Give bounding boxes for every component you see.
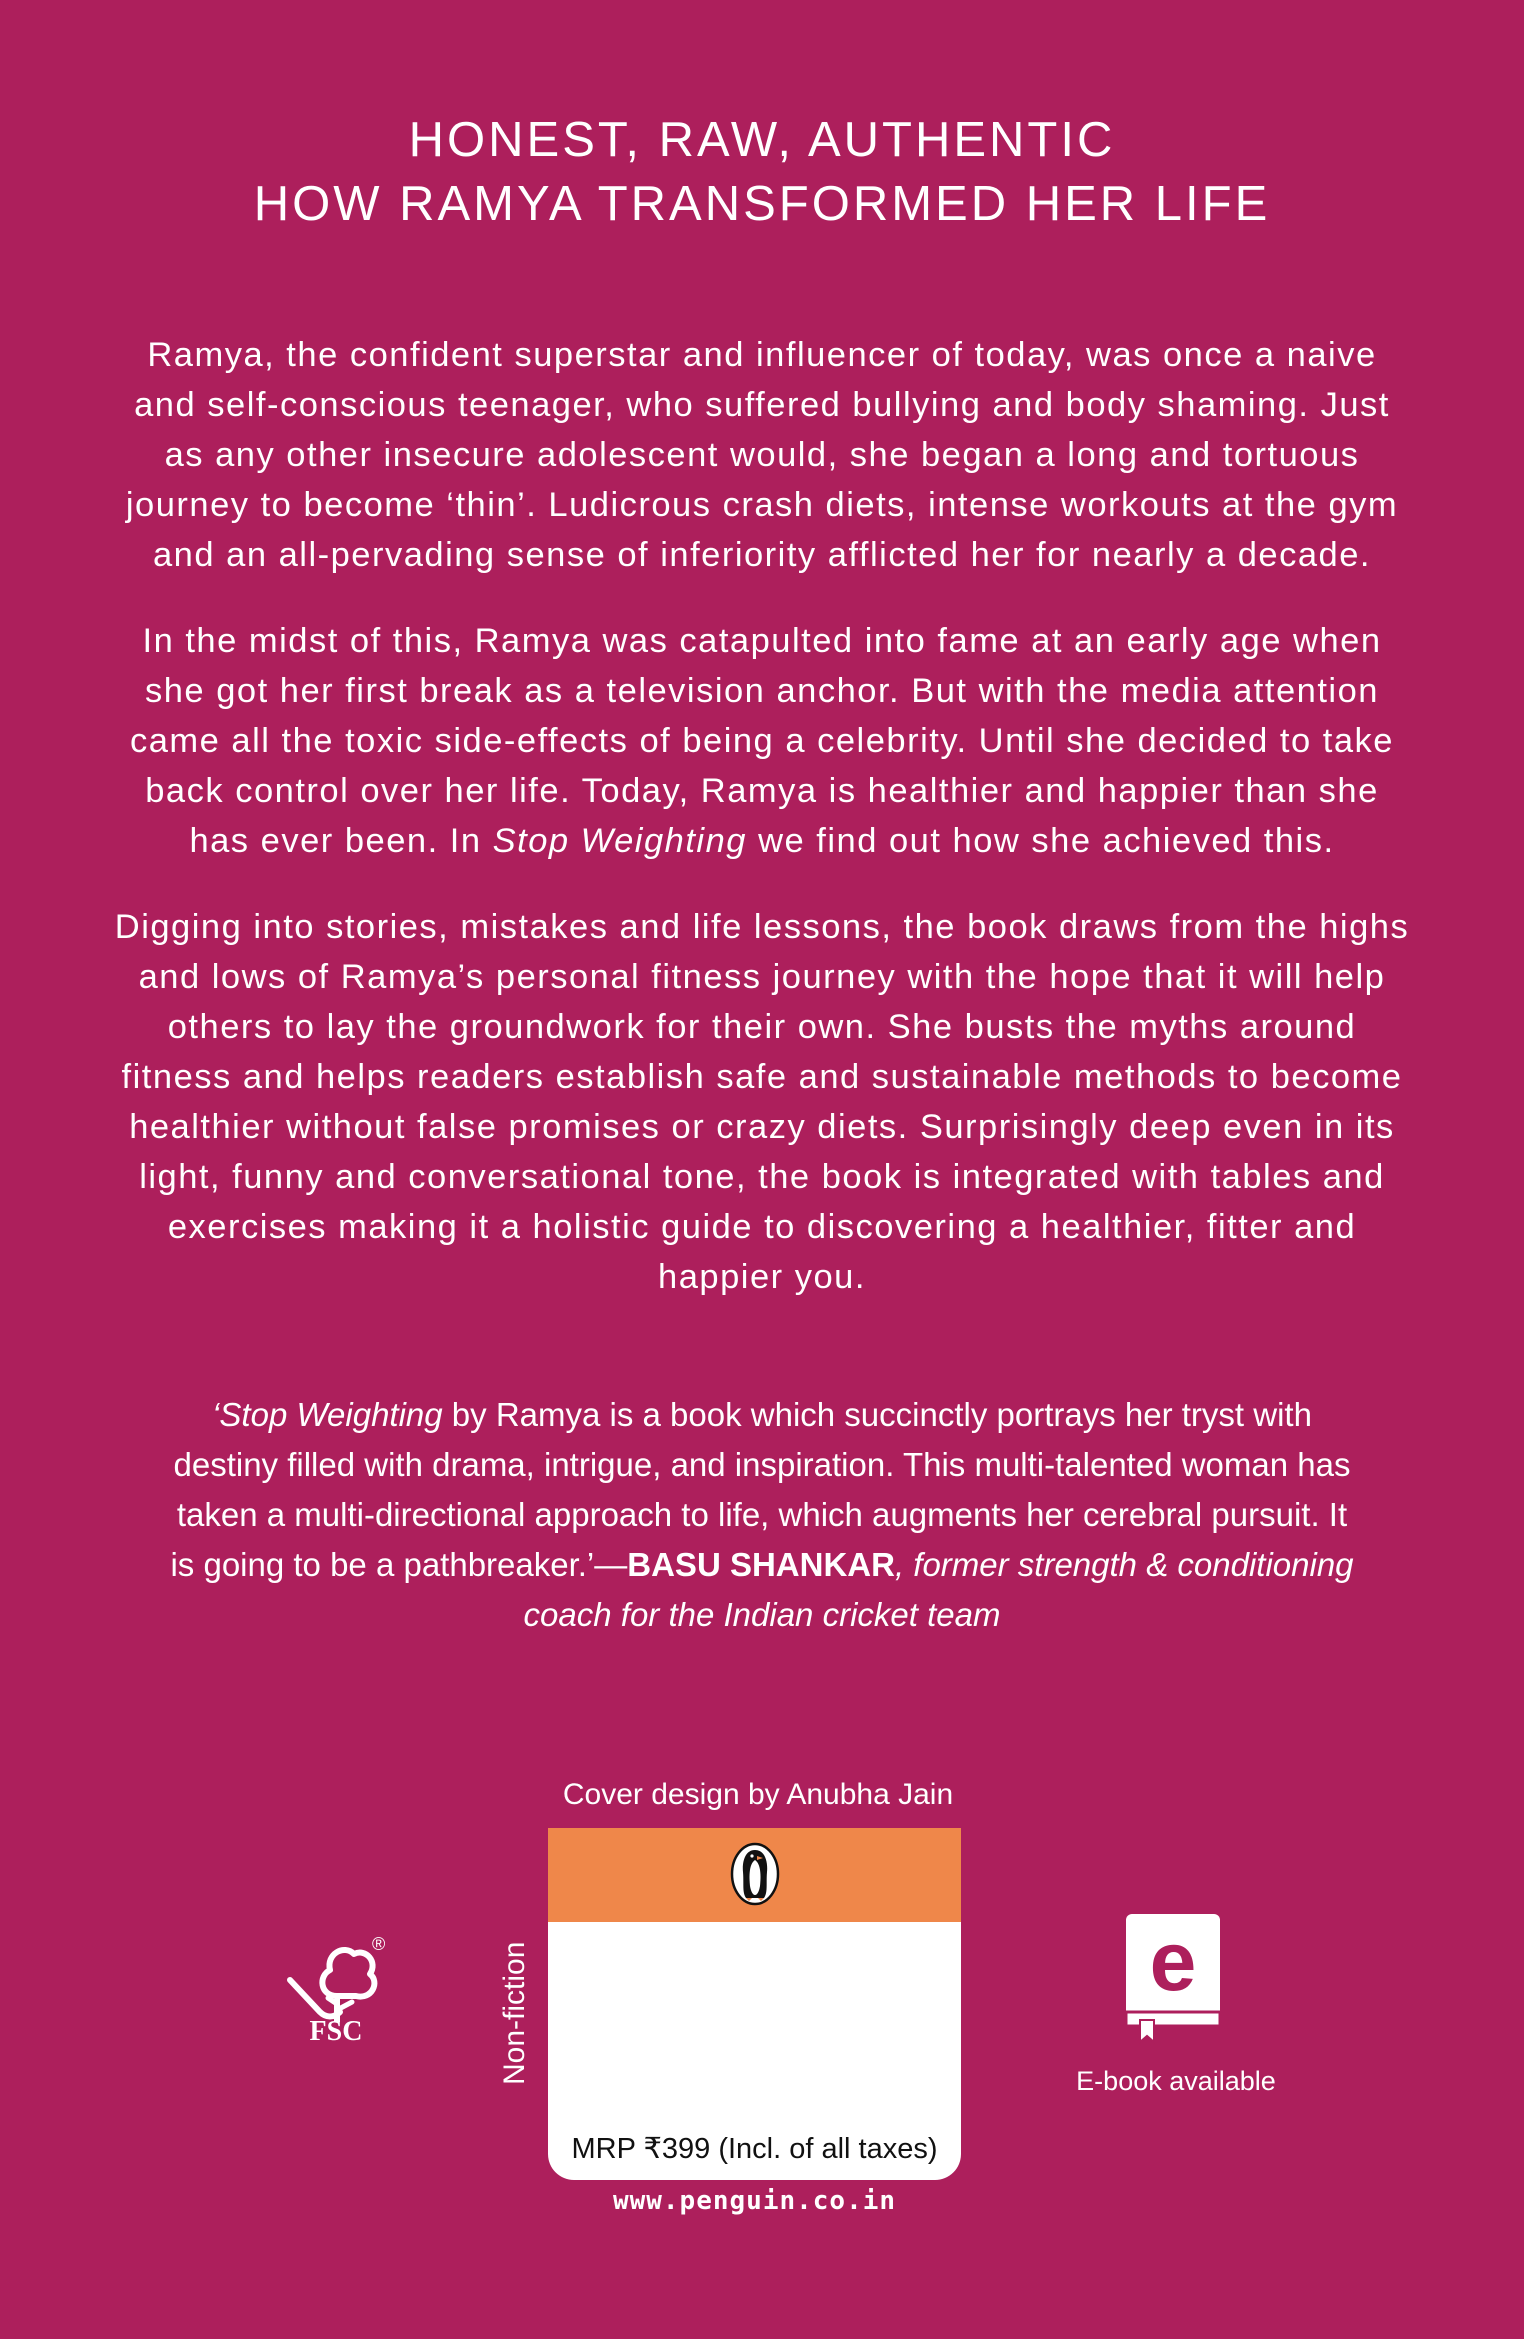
blurb <box>112 330 1412 1338</box>
blurb-paragraph-1: Ramya, the confident superstar and influencer of today, was once a naive and self-conscious teenager, who suffered bullying and body shaming. Just as any other insecure adolescent would, she began a long and tortuous journey to become ‘thin’. Ludicrous crash diets, intense workouts at the gym and an all-pervading sense of inferiority afflicted her for nearly a decade. <box>125 336 1399 574</box>
ebook-icon <box>1118 1912 1228 2044</box>
cover-credit: Cover design by Anubha Jain <box>562 1778 954 1811</box>
headline-line-1: HONEST, RAW, AUTHENTIC <box>408 113 1116 167</box>
blurb-p2-after: we find out how she achieved this. <box>746 822 1335 860</box>
quote-text: by Ramya is a book which succinctly portrays her tryst with destiny filled with drama, intrigue, and inspiration. This multi-talented woman has taken a multi-directional approach to life, which augments her cerebral pursuit. It is going to be a pathbreaker.’— <box>170 1396 1351 1583</box>
blurb-p2-before: In the midst of this, Ramya was catapulted into fame at an early age when she got her first break as a television anchor. But with the media attention came all the toxic side-effects of being a celebrity. Until she decided to take back control over her life. Today, Ramya is healthier and happier than she has ever been. In <box>129 622 1394 860</box>
headline-line-2: HOW RAMYA TRANSFORMED HER LIFE <box>253 177 1271 231</box>
price-label: MRP ₹399 (Incl. of all taxes) <box>571 2133 938 2165</box>
blurb-paragraph-3: Digging into stories, mistakes and life lessons, the book draws from the highs and lows of Ramya’s personal fitness journey with the hope that it will help others to lay the groundwork for their own. She busts the myths around fitness and helps readers establish safe and sustainable methods to become healthier without false promises or crazy diets. Surprisingly deep even in its light, funny and conversational tone, the book is integrated with tables and exercises making it a holistic guide to discovering a healthier, fitter and happier you. <box>114 908 1410 1296</box>
penguin-logo-icon <box>730 1842 780 1906</box>
fsc-label: FSC <box>309 2016 363 2047</box>
quote-author-role: , former strength & conditioning coach for the Indian cricket team <box>523 1546 1354 1633</box>
fsc-registered-mark: ® <box>372 1934 386 1954</box>
price-box <box>548 1828 961 2180</box>
endorsement-quote <box>162 1390 1362 1640</box>
category-label: Non-fiction <box>498 1941 531 2085</box>
blurb-paragraph-2 <box>112 616 1412 866</box>
quote-book-title: Stop Weighting <box>219 1396 443 1433</box>
ebook-label: E-book available <box>1076 2066 1276 2096</box>
publisher-website: www.penguin.co.in <box>612 2186 897 2216</box>
ebook-letter: e <box>1149 1914 1197 2008</box>
book-title: Stop Weighting <box>492 822 747 860</box>
headline <box>0 108 1524 236</box>
quote-open: ‘ <box>212 1396 220 1433</box>
quote-author: BASU SHANKAR <box>627 1546 895 1583</box>
